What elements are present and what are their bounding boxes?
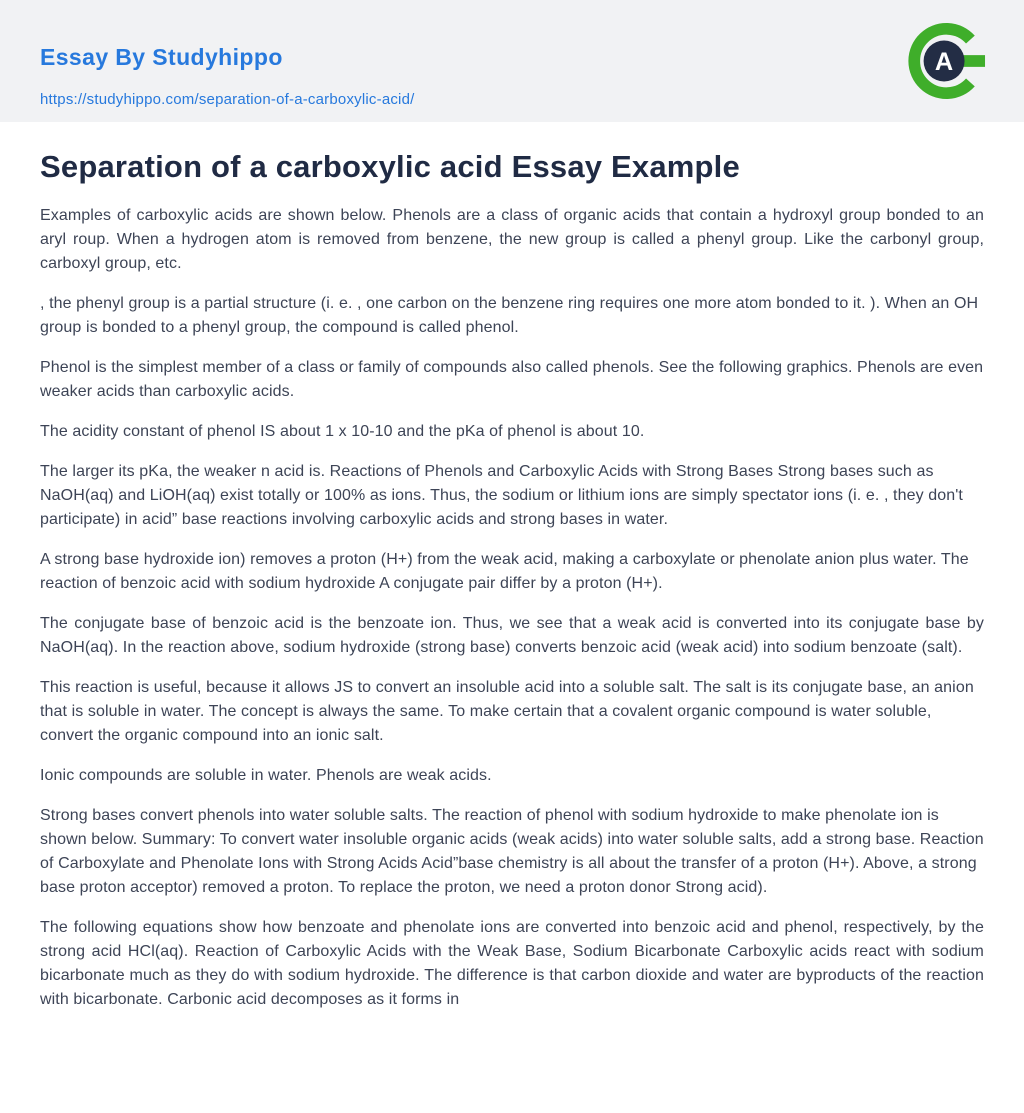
essay-paragraph: Ionic compounds are soluble in water. Phenols are weak acids. <box>40 767 492 784</box>
site-header <box>0 0 1024 122</box>
essay-paragraph: Examples of carboxylic acids are shown below. Phenols are a class of organic acids that contain a hydroxyl group bonded to an aryl roup. When a hydrogen atom is removed from benzene, the new group is called a phenyl group. Like the carbonyl group, carboxyl group, etc. <box>40 207 984 272</box>
essay-paragraph: This reaction is useful, because it allows JS to convert an insoluble acid into a soluble salt. The salt is its conjugate base, an anion that is soluble in water. The concept is always the same. To make certain that a covalent organic compound is water soluble, convert the organic compound into an ionic salt. <box>40 679 974 744</box>
source-url-link[interactable]: https://studyhippo.com/separation-of-a-carboxylic-acid/ <box>40 91 415 108</box>
studyhippo-logo-icon <box>908 22 986 100</box>
essay-paragraph: The conjugate base of benzoic acid is the benzoate ion. Thus, we see that a weak acid is converted into its conjugate base by NaOH(aq). In the reaction above, sodium hydroxide (strong base) converts benzoic acid (weak acid) into sodium benzoate (salt). <box>40 615 984 656</box>
essay-title: Separation of a carboxylic acid Essay Example <box>40 149 740 184</box>
essay-paragraph: A strong base hydroxide ion) removes a proton (H+) from the weak acid, making a carboxylate or phenolate anion plus water. The reaction of benzoic acid with sodium hydroxide A conjugate pair differ by a proton (H+). <box>40 551 969 592</box>
logo-letter: A <box>934 47 954 76</box>
essay-paragraph: Strong bases convert phenols into water soluble salts. The reaction of phenol with sodium hydroxide to make phenolate ion is shown below. Summary: To convert water insoluble organic acids (weak acids) into water soluble salts, add a strong base. Reaction of Carboxylate and Phenolate Ions with Strong Acids Acid”base chemistry is all about the transfer of a proton (H+). Above, a strong base proton acceptor) removed a proton. To replace the proton, we need a proton donor Strong acid). <box>40 807 984 896</box>
essay-paragraph: Phenol is the simplest member of a class or family of compounds also called phenols. See the following graphics. Phenols are even weaker acids than carboxylic acids. <box>40 359 984 400</box>
essay-paragraph: , the phenyl group is a partial structure (i. e. , one carbon on the benzene ring requires one more atom bonded to it. ). When an OH group is bonded to a phenyl group, the compound is called phenol. <box>40 295 979 336</box>
site-title: Essay By Studyhippo <box>40 44 283 70</box>
essay-content <box>0 149 1024 1052</box>
essay-paragraph: The following equations show how benzoate and phenolate ions are converted into benzoic acid and phenol, respectively, by the strong acid HCl(aq). Reaction of Carboxylic Acids with the Weak Base, Sodium Bicarbonate Carboxylic acids react with sodium bicarbonate much as they do with sodium hydroxide. The difference is that carbon dioxide and water are byproducts of the reaction with bicarbonate. Carbonic acid decomposes as it forms in <box>40 919 984 1008</box>
header-text <box>0 0 1024 109</box>
essay-paragraph: The acidity constant of phenol IS about 1 x 10-10 and the pKa of phenol is about 10. <box>40 423 645 440</box>
essay-paragraph: The larger its pKa, the weaker n acid is. Reactions of Phenols and Carboxylic Acids with Strong Bases Strong bases such as NaOH(aq) and LiOH(aq) exist totally or 100% as ions. Thus, the sodium or lithium ions are simply spectator ions (i. e. , they don't participate) in acid” base reactions involving carboxylic acids and strong bases in water. <box>40 463 963 528</box>
